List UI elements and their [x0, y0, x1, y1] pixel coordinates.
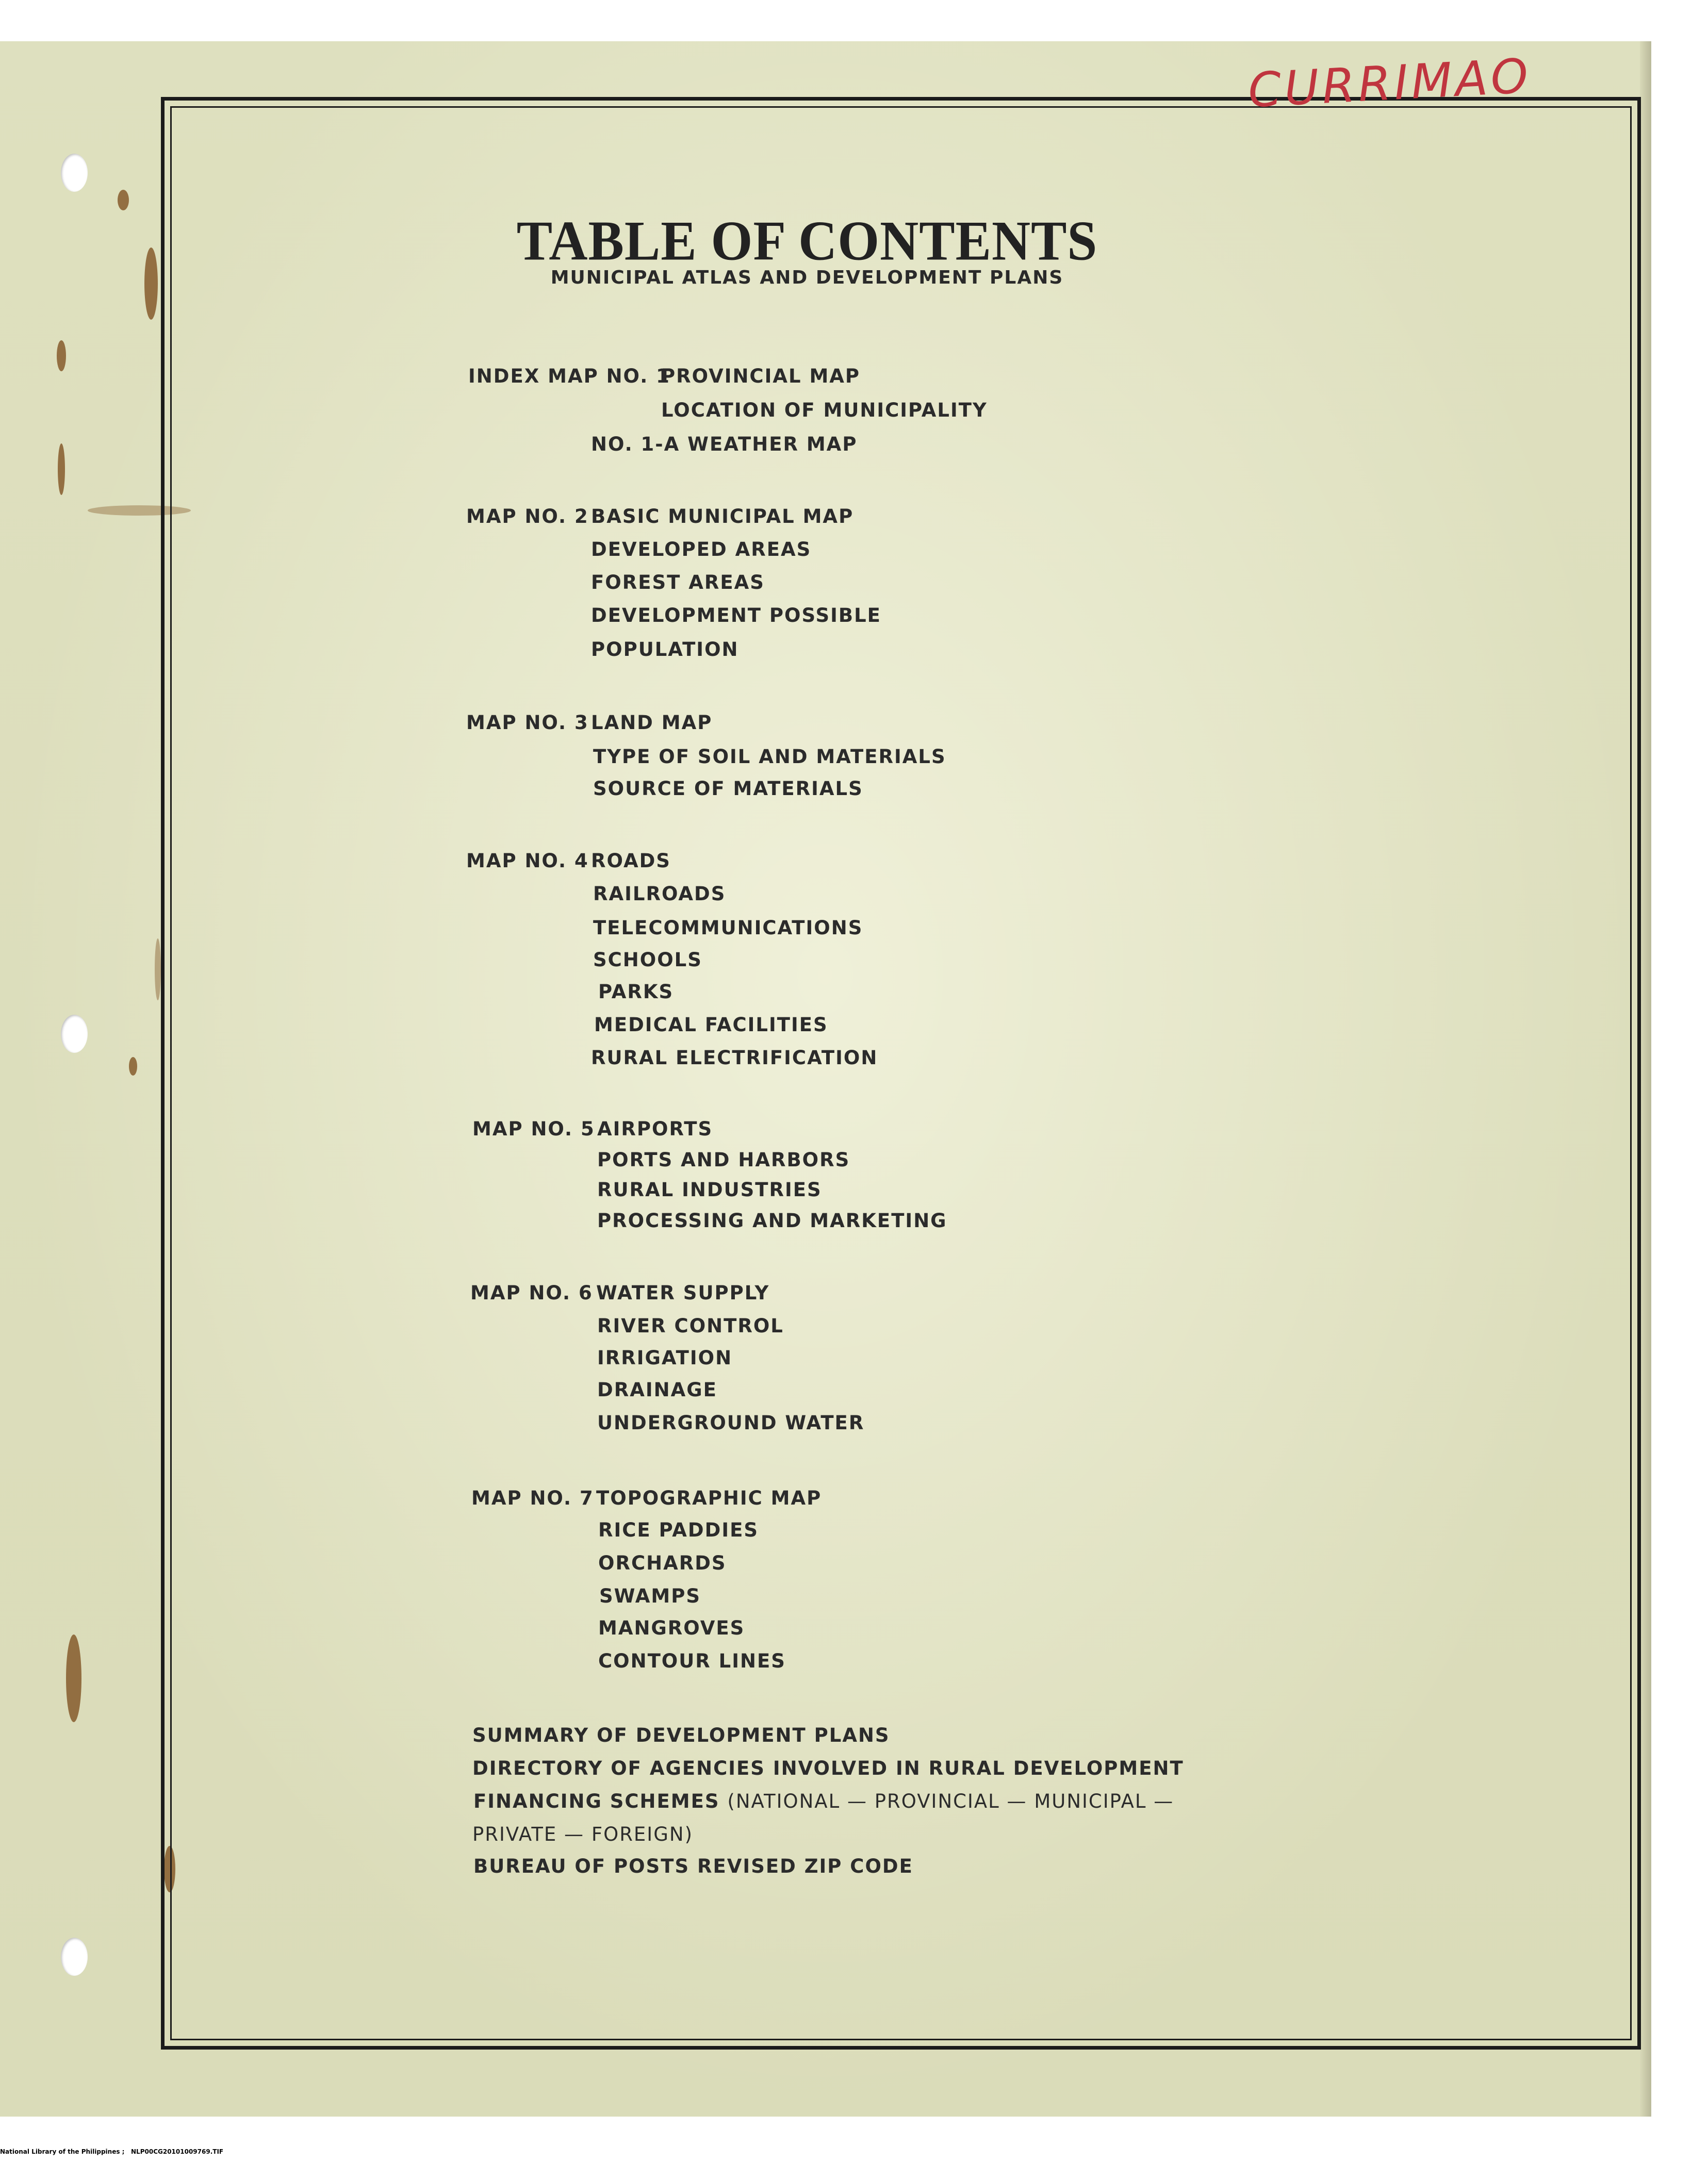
toc-item: IRRIGATION: [597, 1347, 733, 1369]
binder-hole-top: [61, 154, 88, 192]
toc-financing-detail: (NATIONAL — PROVINCIAL — MUNICIPAL —: [727, 1790, 1174, 1812]
toc-map6-prefix: MAP NO. 6: [470, 1282, 593, 1304]
paper-edge: [1640, 41, 1651, 2117]
toc-directory: DIRECTORY OF AGENCIES INVOLVED IN RURAL DEVELOPMENT: [472, 1757, 1184, 1779]
toc-item: PROVINCIAL MAP: [661, 365, 861, 387]
rust-stain: [155, 938, 161, 1000]
toc-item: PARKS: [598, 981, 674, 1003]
toc-item: DEVELOPED AREAS: [591, 538, 812, 560]
toc-item: ROADS: [591, 850, 671, 872]
toc-map4-prefix: MAP NO. 4: [466, 850, 589, 872]
toc-financing-label: FINANCING SCHEMES: [473, 1790, 720, 1812]
toc-financing: [473, 1790, 1174, 1812]
toc-item: TYPE OF SOIL AND MATERIALS: [593, 746, 946, 768]
rust-stain: [66, 1634, 81, 1722]
toc-map3-prefix: MAP NO. 3: [466, 712, 589, 734]
toc-item: TELECOMMUNICATIONS: [593, 917, 863, 939]
toc-map2-prefix: MAP NO. 2: [466, 505, 589, 527]
toc-item: TOPOGRAPHIC MAP: [596, 1487, 822, 1509]
toc-item: SCHOOLS: [593, 949, 702, 971]
toc-item: UNDERGROUND WATER: [597, 1412, 865, 1434]
toc-item: SOURCE OF MATERIALS: [593, 778, 863, 800]
toc-item: WATER SUPPLY: [596, 1282, 770, 1304]
binder-hole-middle: [61, 1015, 88, 1053]
toc-zip-code: BUREAU OF POSTS REVISED ZIP CODE: [473, 1855, 913, 1877]
toc-item: NO. 1-A WEATHER MAP: [591, 433, 858, 455]
toc-item: CONTOUR LINES: [598, 1650, 786, 1672]
toc-item: BASIC MUNICIPAL MAP: [591, 505, 854, 527]
toc-item: RURAL INDUSTRIES: [597, 1179, 822, 1201]
page-border-inner: [170, 106, 1632, 2040]
page-title: TABLE OF CONTENTS: [516, 210, 1098, 272]
toc-item: RICE PADDIES: [598, 1519, 759, 1541]
rust-stain: [129, 1057, 137, 1076]
toc-summary-plans: SUMMARY OF DEVELOPMENT PLANS: [472, 1724, 890, 1746]
handwritten-annotation: CURRIMAO: [1246, 48, 1533, 119]
toc-map5-prefix: MAP NO. 5: [472, 1118, 595, 1140]
toc-item: SWAMPS: [599, 1585, 701, 1607]
footer-file: NLP00CG20101009769.TIF: [131, 2148, 224, 2155]
toc-item: AIRPORTS: [597, 1118, 713, 1140]
footer-caption: [0, 2148, 223, 2155]
rust-stain: [58, 443, 65, 495]
page-subtitle: MUNICIPAL ATLAS AND DEVELOPMENT PLANS: [550, 267, 1064, 288]
toc-item: RIVER CONTROL: [597, 1315, 784, 1337]
toc-index-map-prefix: INDEX MAP NO. 1: [468, 365, 670, 387]
toc-item: PROCESSING AND MARKETING: [597, 1210, 947, 1232]
toc-item: LAND MAP: [591, 712, 713, 734]
toc-financing-detail-continued: PRIVATE — FOREIGN): [472, 1823, 694, 1845]
toc-item: ORCHARDS: [598, 1552, 727, 1574]
toc-item: POPULATION: [591, 638, 739, 661]
toc-item: DEVELOPMENT POSSIBLE: [591, 604, 881, 626]
toc-item: RAILROADS: [593, 883, 726, 905]
binder-hole-bottom: [61, 1938, 88, 1976]
toc-item: MANGROVES: [598, 1617, 745, 1639]
rust-stain: [118, 190, 129, 210]
toc-item: LOCATION OF MUNICIPALITY: [661, 399, 988, 421]
rust-stain: [57, 340, 66, 371]
toc-item: RURAL ELECTRIFICATION: [591, 1047, 878, 1069]
toc-item: FOREST AREAS: [591, 571, 765, 593]
footer-source: National Library of the Philippines ;: [0, 2148, 125, 2155]
toc-item: PORTS AND HARBORS: [597, 1149, 850, 1171]
toc-item: DRAINAGE: [597, 1379, 717, 1401]
toc-item: MEDICAL FACILITIES: [594, 1014, 828, 1036]
toc-map7-prefix: MAP NO. 7: [471, 1487, 594, 1509]
